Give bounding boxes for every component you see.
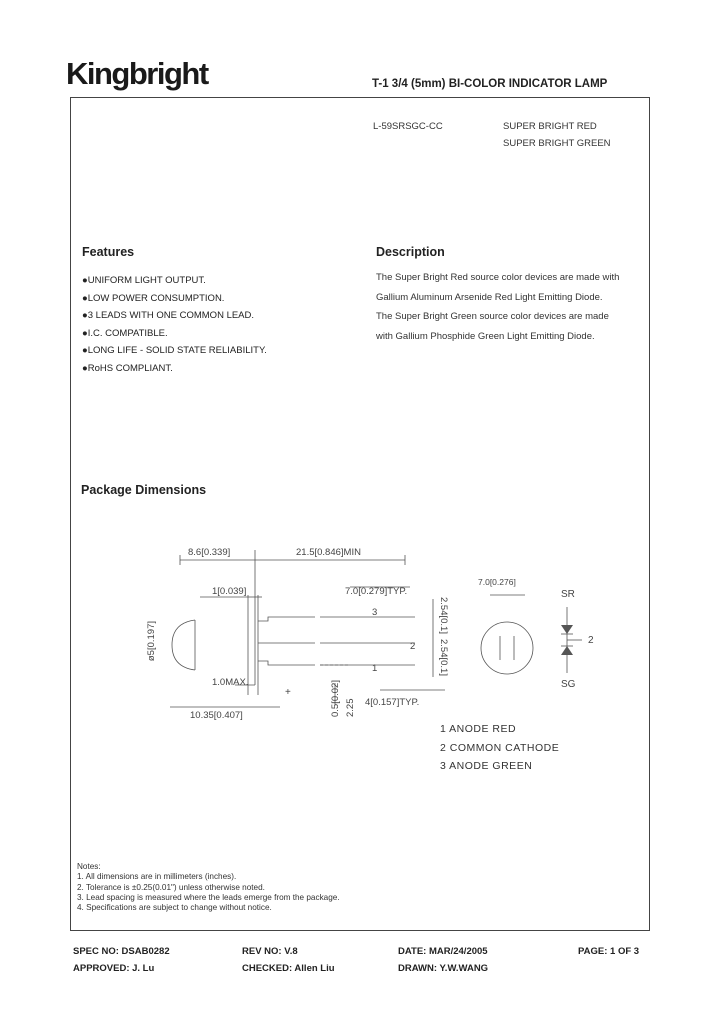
dim-lead-pitch: 7.0[0.279]TYP. [345,586,408,597]
part-color-red: SUPER BRIGHT RED [503,121,597,132]
description-line: Gallium Aluminum Arsenide Red Light Emitting Diode. [376,291,603,303]
dim-max-flange: 1.0MAX. [212,677,249,688]
spec-number: SPEC NO: DSAB0282 [73,946,170,957]
dim-body-length: 8.6[0.339] [188,547,231,558]
package-dimensions-heading: Package Dimensions [81,483,207,497]
lead-mark: + [285,687,291,698]
feature-item: ●LONG LIFE - SOLID STATE RELIABILITY. [82,345,267,356]
dim-diameter: ø5[0.197] [146,621,157,662]
note-item: 4. Specifications are subject to change without notice. [77,903,272,913]
note-item: 1. All dimensions are in millimeters (inches). [77,872,237,882]
lead-number-2: 2 [410,641,416,652]
feature-item: ●3 LEADS WITH ONE COMMON LEAD. [82,310,255,321]
note-item: 3. Lead spacing is measured where the leads emerge from the package. [77,892,340,902]
description-heading: Description [376,245,445,259]
description-line: with Gallium Phosphide Green Light Emitting Diode. [376,330,595,342]
pin-legend [440,720,559,776]
checked-by: CHECKED: Allen Liu [242,963,335,974]
features-list [82,272,267,377]
dim-lead-square: 0.5[0.02] [330,680,341,717]
kingbright-logo: Kingbright [66,56,208,91]
dim-overall-length: 10.35[0.407] [190,710,243,721]
legend-item: 3 ANODE GREEN [440,760,533,772]
feature-item: ●I.C. COMPATIBLE. [82,327,168,339]
content-frame [70,97,650,931]
legend-item: 1 ANODE RED [440,723,517,735]
description-line: The Super Bright Red source color devices are made with [376,272,620,283]
schematic-label-sg: SG [561,679,576,690]
description-line: The Super Bright Green source color devices are made [376,311,609,322]
notes-section [77,862,340,913]
lead-number-1: 1 [372,663,378,674]
description-body [376,268,646,346]
document-title: T-1 3/4 (5mm) BI-COLOR INDICATOR LAMP [372,78,608,90]
dim-pitch-small: 2.25 [345,698,356,717]
feature-item: ●LOW POWER CONSUMPTION. [82,292,225,304]
lead-number-3: 3 [372,607,378,618]
dim-lead-len2: 4[0.157]TYP. [365,697,420,708]
dim-spacing-a: 2.54[0.1] [438,597,449,634]
revision-number: REV NO: V.8 [242,946,298,957]
notes-heading: Notes: [77,862,101,871]
features-heading: Features [82,245,135,259]
feature-item: ●RoHS COMPLIANT. [82,362,173,374]
note-item: 2. Tolerance is ±0.25(0.01") unless otherwise noted. [77,882,265,892]
legend-item: 2 COMMON CATHODE [440,741,560,754]
schematic-pin-label: 2 [588,635,594,646]
feature-item: ●UNIFORM LIGHT OUTPUT. [82,275,206,286]
schematic-label-sr: SR [561,589,575,600]
drawn-by: DRAWN: Y.W.WANG [398,963,489,974]
document-date: DATE: MAR/24/2005 [398,946,488,957]
dim-lead-length: 21.5[0.846]MIN [296,547,361,558]
dim-spacing-b: 2.54[0.1] [438,639,449,676]
part-color-green: SUPER BRIGHT GREEN [503,138,611,149]
part-number: L-59SRSGC-CC [373,121,443,132]
approved-by: APPROVED: J. Lu [73,963,155,974]
page-number: PAGE: 1 OF 3 [578,946,640,957]
dim-flange: 1[0.039] [212,586,247,597]
dim-top-width: 7.0[0.276] [478,577,516,587]
package-drawing [140,535,640,725]
